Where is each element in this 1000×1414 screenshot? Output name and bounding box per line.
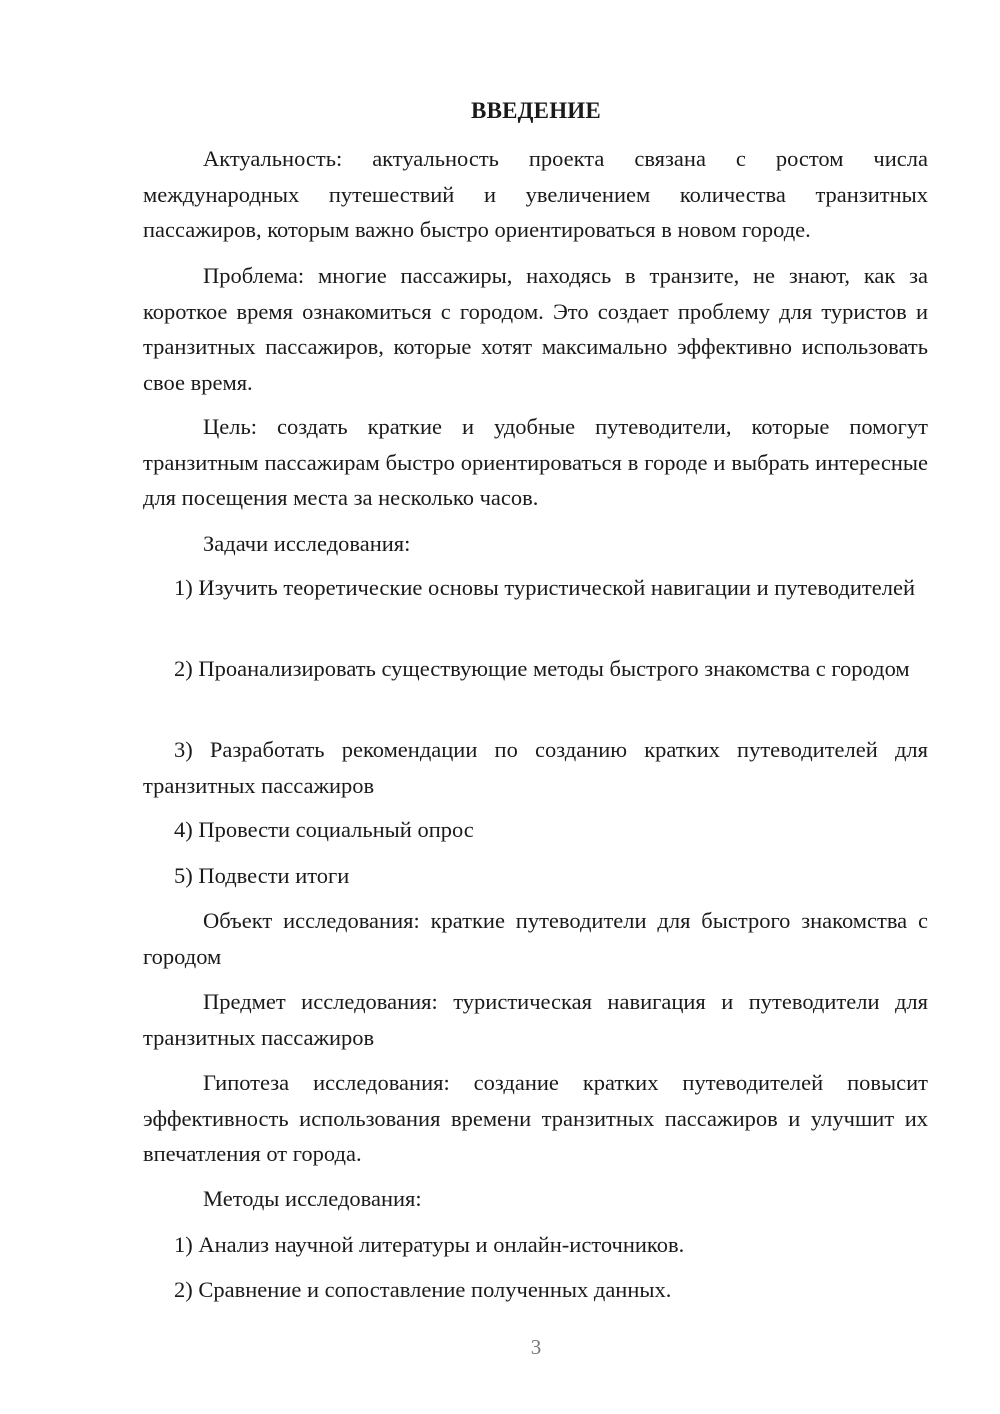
task-block-1	[143, 570, 928, 606]
task-block-4	[143, 812, 928, 848]
text-block-problem	[143, 258, 928, 400]
paragraph-hypothesis: Гипотеза исследования: создание кратких путеводителей повысит эффективность использования времени транзитных пассажиров и улучшит их впечатления от города.	[143, 1070, 928, 1166]
text-block-hypothesis	[143, 1065, 928, 1172]
task-item: 1) Изучить теоретические основы туристической навигации и путеводителей	[174, 575, 915, 600]
task-block-3	[143, 732, 928, 803]
method-item: 1) Анализ научной литературы и онлайн-источников.	[174, 1232, 685, 1257]
text-block-methods-heading	[143, 1181, 928, 1217]
paragraph-subject: Предмет исследования: туристическая навигация и путеводители для транзитных пассажиров	[143, 989, 928, 1050]
method-block-1	[143, 1227, 928, 1263]
text-block-tasks-heading	[143, 526, 928, 562]
text-block-object	[143, 903, 928, 974]
task-item: 5) Подвести итоги	[174, 863, 350, 888]
text-block-subject	[143, 984, 928, 1055]
task-item: 4) Провести социальный опрос	[174, 817, 474, 842]
paragraph-goal: Цель: создать краткие и удобные путеводители, которые помогут транзитным пассажирам быстро ориентироваться в городе и выбрать интересные для посещения места за несколько часов.	[143, 414, 928, 510]
task-item: 3) Разработать рекомендации по созданию кратких путеводителей для транзитных пассажиров	[143, 737, 928, 798]
text-block-actuality	[143, 141, 928, 248]
task-block-2	[143, 651, 928, 687]
section-title: ВВЕДЕНИЕ	[471, 98, 601, 123]
page-number: 3	[530, 1335, 542, 1359]
method-item: 2) Сравнение и сопоставление полученных данных.	[174, 1277, 672, 1302]
paragraph-object: Объект исследования: краткие путеводители для быстрого знакомства с городом	[143, 908, 928, 969]
method-block-2	[143, 1272, 928, 1308]
paragraph-actuality: Актуальность: актуальность проекта связана с ростом числа международных путешествий и увеличением количества транзитных пассажиров, которым важно быстро ориентироваться в новом городе.	[143, 146, 928, 242]
text-block-goal	[143, 409, 928, 516]
methods-heading: Методы исследования:	[203, 1186, 422, 1211]
task-block-5	[143, 858, 928, 894]
task-item: 2) Проанализировать существующие методы быстрого знакомства с городом	[174, 656, 910, 681]
paragraph-problem: Проблема: многие пассажиры, находясь в транзите, не знают, как за короткое время ознакомиться с городом. Это создает проблему для туристов и транзитных пассажиров, которые хотят максимально эффективно использовать свое время.	[143, 263, 928, 395]
tasks-heading: Задачи исследования:	[203, 531, 411, 556]
